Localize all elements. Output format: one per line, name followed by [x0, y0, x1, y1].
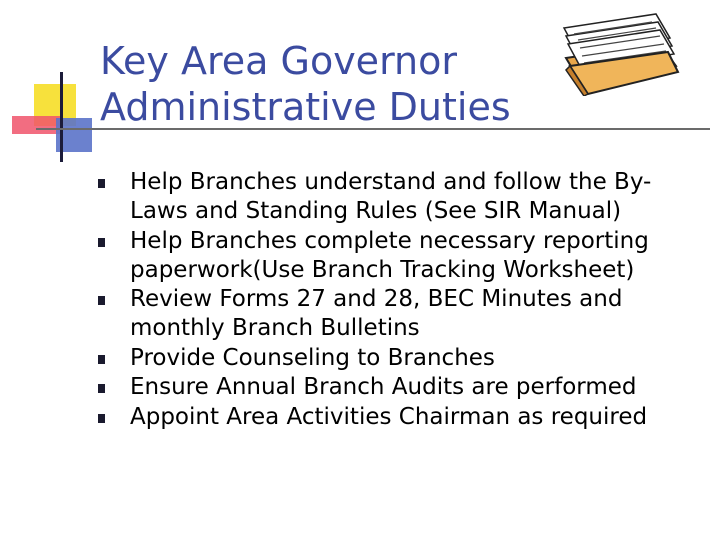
slide-title	[100, 38, 511, 130]
square-bullet-icon	[98, 414, 105, 423]
square-bullet-icon	[98, 179, 105, 188]
bullet-list	[98, 168, 698, 432]
decorative-red-bar	[12, 116, 60, 134]
list-item-text: Help Branches understand and follow the By-Laws and Standing Rules (See SIR Manual)	[130, 169, 652, 224]
square-bullet-icon	[98, 355, 105, 364]
square-bullet-icon	[98, 296, 105, 305]
list-item	[98, 227, 698, 285]
list-item-text: Review Forms 27 and 28, BEC Minutes and monthly Branch Bulletins	[130, 286, 623, 341]
stack-of-papers-icon	[560, 8, 680, 96]
list-item	[98, 403, 698, 432]
square-bullet-icon	[98, 384, 105, 393]
square-bullet-icon	[98, 238, 105, 247]
decorative-vertical-line	[60, 72, 63, 162]
slide-title-line-1: Key Area Governor	[100, 39, 457, 83]
list-item-text: Ensure Annual Branch Audits are performed	[130, 374, 637, 400]
list-item	[98, 373, 698, 402]
list-item	[98, 168, 698, 226]
list-item-text: Help Branches complete necessary reporting paperwork(Use Branch Tracking Worksheet)	[130, 227, 649, 283]
list-item-text: Provide Counseling to Branches	[130, 344, 495, 371]
slide-title-line-2: Administrative Duties	[100, 85, 511, 129]
list-item	[98, 285, 698, 343]
list-item	[98, 344, 698, 373]
list-item-text: Appoint Area Activities Chairman as required	[130, 403, 648, 430]
